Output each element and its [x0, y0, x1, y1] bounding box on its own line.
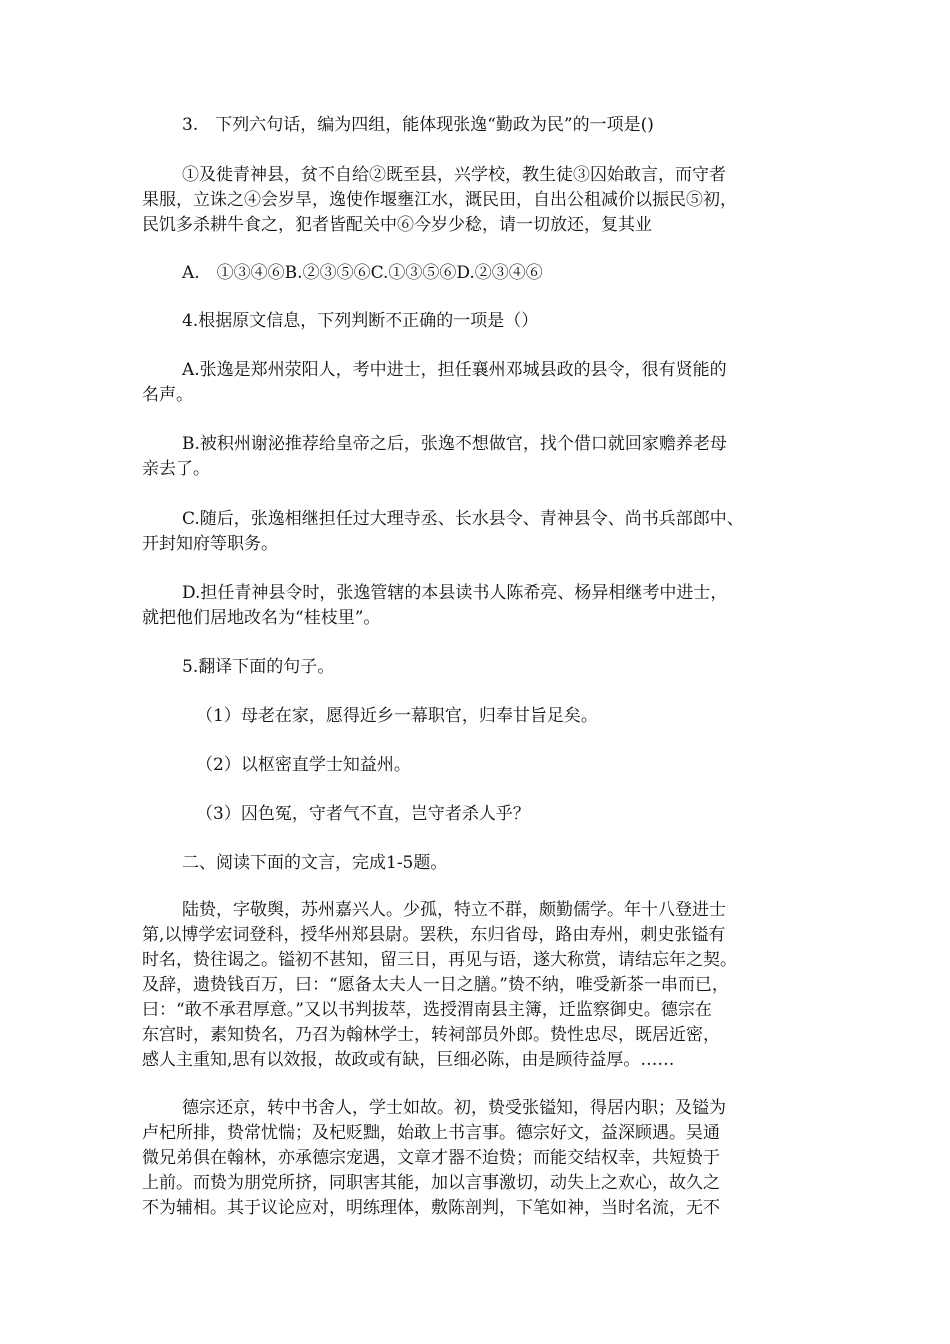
para2-line-3: 微兄弟俱在翰林，亦承德宗宠遇，文章才器不迨贽；而能交结权幸，共短贽于 — [142, 1148, 720, 1168]
q3-passage-line-1: ①及徙青神县，贫不自给②既至县，兴学校，教生徒③囚始敢言，而守者 — [182, 165, 726, 185]
para2-line-1: 德宗还京，转中书舍人，学士如故。初，贽受张镒知，得居内职；及镒为 — [182, 1098, 726, 1118]
q5-sentence-3: （3）囚色冤，守者气不直，岂守者杀人乎？ — [196, 804, 530, 824]
q3-stem: 3. 下列六句话，编为四组，能体现张逸“勤政为民”的一项是() — [182, 115, 654, 135]
q4-option-d-line-2: 就把他们居地改名为“桂枝里”。 — [142, 608, 381, 628]
para1-line-5: 曰：“敢不承君厚意。”又以书判拔萃，选授渭南县主簿，迁监察御史。德宗在 — [142, 1000, 712, 1020]
q3-passage-line-3: 民饥多杀耕牛食之，犯者皆配关中⑥今岁少稔，请一切放还，复其业 — [142, 215, 652, 235]
q4-option-d-line-1: D.担任青神县令时，张逸管辖的本县读书人陈希亮、杨异相继考中进士， — [182, 583, 728, 603]
q4-option-a-line-2: 名声。 — [142, 385, 193, 405]
para2-line-2: 卢杞所排，贽常忧惴；及杞贬黜，始敢上书言事。德宗好文，益深顾遇。吴通 — [142, 1123, 720, 1143]
q4-option-b-line-2: 亲去了。 — [142, 459, 210, 479]
para2-line-5: 不为辅相。其于议论应对，明练理体，敷陈剖判，下笔如神，当时名流，无不 — [142, 1198, 720, 1218]
para1-line-3: 时名，贽往谒之。镒初不甚知，留三日，再见与语，遂大称赏，请结忘年之契。 — [142, 950, 737, 970]
q3-options: A. ①③④⑥B.②③⑤⑥C.①③⑤⑥D.②③④⑥ — [182, 263, 543, 283]
para1-line-7: 感人主重知,思有以效报，故政或有缺，巨细必陈，由是顾待益厚。…… — [142, 1050, 675, 1070]
para1-line-4: 及辞，遗贽钱百万，曰：“愿备太夫人一日之膳。”贽不纳，唯受新茶一串而已， — [142, 975, 729, 995]
q5-sentence-2: （2）以枢密直学士知益州。 — [196, 755, 411, 775]
q5-stem: 5.翻译下面的句子。 — [182, 657, 335, 677]
q5-sentence-1: （1）母老在家，愿得近乡一幕职官，归奉甘旨足矣。 — [196, 706, 598, 726]
para2-line-4: 上前。而贽为朋党所挤，同职害其能，加以言事激切，动失上之欢心，故久之 — [142, 1173, 720, 1193]
para1-line-2: 第,以博学宏词登科，授华州郑县尉。罢秩，东归省母，路由寿州，刺史张镒有 — [142, 925, 726, 945]
q4-stem: 4.根据原文信息，下列判断不正确的一项是（） — [182, 311, 539, 331]
section-2-heading: 二、阅读下面的文言，完成1-5题。 — [182, 853, 448, 873]
q4-option-a-line-1: A.张逸是郑州荥阳人，考中进士，担任襄州邓城县政的县令，很有贤能的 — [182, 360, 727, 380]
q4-option-c-line-2: 开封知府等职务。 — [142, 534, 278, 554]
q3-passage-line-2: 果服，立诛之④会岁旱，逸使作堰壅江水，溉民田，自出公租减价以振民⑤初， — [142, 190, 737, 210]
para1-line-6: 东宫时，素知贽名，乃召为翰林学士，转祠部员外郎。贽性忠尽，既居近密， — [142, 1025, 720, 1045]
q4-option-b-line-1: B.被积州谢泌推荐给皇帝之后，张逸不想做官，找个借口就回家赡养老母 — [182, 434, 727, 454]
para1-line-1: 陆贽，字敬舆，苏州嘉兴人。少孤，特立不群，颇勤儒学。年十八登进士 — [182, 900, 726, 920]
q4-option-c-line-1: C.随后，张逸相继担任过大理寺丞、长水县令、青神县令、尚书兵部郎中、 — [182, 509, 744, 529]
